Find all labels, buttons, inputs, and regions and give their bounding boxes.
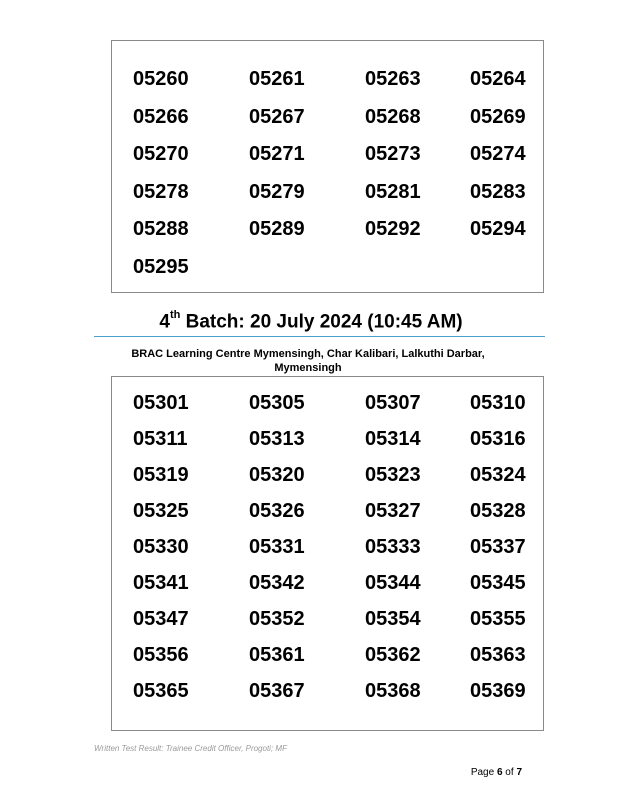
roll-number-cell: 05283: [470, 180, 526, 203]
footer-document-title: Written Test Result: Trainee Credit Officer, Progoti; MF: [94, 744, 287, 753]
roll-number-cell: 05305: [249, 392, 305, 414]
batch-title: Batch: 20 July 2024 (10:45 AM): [180, 311, 463, 333]
page-current: 6: [496, 767, 503, 778]
table-row: [112, 106, 543, 130]
table-row: [112, 68, 543, 92]
table-row: [112, 680, 543, 704]
roll-number-cell: 05320: [249, 464, 305, 486]
roll-number-cell: 05367: [249, 680, 305, 702]
roll-number-cell: 05323: [365, 464, 421, 486]
page-total: 7: [516, 767, 522, 778]
roll-number-cell: 05341: [133, 572, 189, 594]
roll-number-cell: 05301: [133, 392, 189, 414]
roll-number-cell: 05294: [470, 218, 526, 240]
roll-number-cell: 05333: [365, 536, 421, 558]
roll-number-cell: 05344: [365, 572, 421, 594]
roll-number-cell: 05278: [133, 180, 189, 203]
table-row: [112, 428, 543, 452]
roll-number-cell: 05363: [470, 644, 526, 666]
table-row: [112, 218, 543, 242]
roll-number-cell: 05354: [365, 608, 421, 630]
roll-number-cell: 05316: [470, 428, 526, 450]
roll-number-cell: 05368: [365, 680, 421, 702]
roll-number-cell: 05288: [133, 218, 189, 240]
roll-number-cell: 05347: [133, 608, 189, 630]
roll-number-table-bottom: [111, 376, 544, 731]
roll-number-cell: 05330: [133, 536, 189, 558]
roll-number-cell: 05295: [133, 255, 189, 278]
roll-number-cell: 05274: [470, 143, 526, 165]
venue-line-2: Mymensingh: [274, 362, 342, 374]
page-prefix: Page: [470, 767, 497, 778]
roll-number-cell: 05325: [133, 500, 189, 522]
roll-number-cell: 05263: [365, 68, 421, 90]
page-separator: of: [502, 767, 517, 778]
roll-number-cell: 05342: [249, 572, 305, 594]
roll-number-cell: 05345: [470, 572, 526, 594]
roll-number-cell: 05328: [470, 500, 526, 522]
table-row: [112, 464, 543, 488]
roll-number-cell: 05356: [133, 644, 189, 666]
roll-number-cell: 05311: [133, 428, 188, 450]
roll-number-cell: 05361: [249, 644, 305, 666]
batch-heading: [0, 311, 618, 333]
roll-number-cell: 05362: [365, 644, 421, 666]
roll-number-cell: 05307: [365, 392, 421, 414]
heading-underline: [94, 336, 545, 337]
roll-number-cell: 05273: [365, 143, 421, 165]
roll-number-cell: 05319: [133, 464, 189, 486]
venue-line-1: BRAC Learning Centre Mymensingh, Char Kalibari, Lalkuthi Darbar,: [131, 348, 485, 360]
roll-number-cell: 05261: [249, 68, 305, 90]
table-row: [112, 143, 543, 167]
table-row: [112, 392, 543, 416]
table-row: [112, 536, 543, 560]
roll-number-cell: 05292: [365, 218, 421, 240]
roll-number-cell: 05271: [249, 143, 305, 165]
page-number: [471, 767, 522, 778]
roll-number-cell: 05269: [470, 105, 526, 128]
table-row: [112, 644, 543, 668]
roll-number-cell: 05331: [249, 536, 305, 558]
roll-number-cell: 05369: [470, 680, 526, 702]
roll-number-cell: 05270: [133, 143, 189, 165]
roll-number-cell: 05365: [133, 680, 189, 702]
roll-number-cell: 05266: [133, 105, 189, 128]
roll-number-cell: 05314: [365, 428, 421, 450]
roll-number-cell: 05352: [249, 608, 305, 630]
roll-number-cell: 05355: [470, 608, 526, 630]
roll-number-cell: 05324: [470, 464, 526, 486]
roll-number-cell: 05260: [133, 68, 189, 90]
roll-number-cell: 05264: [470, 68, 526, 90]
batch-number: 4: [159, 311, 170, 333]
roll-number-cell: 05313: [249, 428, 305, 450]
venue-address: [118, 347, 498, 375]
roll-number-cell: 05289: [249, 218, 305, 240]
batch-ordinal-suffix: th: [169, 309, 181, 321]
roll-number-cell: 05337: [470, 536, 526, 558]
table-row: [112, 500, 543, 524]
table-row: [112, 572, 543, 596]
roll-number-cell: 05267: [249, 105, 305, 128]
roll-number-cell: 05268: [365, 105, 421, 128]
roll-number-cell: 05326: [249, 500, 305, 522]
table-row: [112, 181, 543, 205]
roll-number-cell: 05327: [365, 500, 421, 522]
roll-number-cell: 05281: [365, 180, 421, 203]
table-row: [112, 256, 543, 280]
roll-number-cell: 05310: [470, 392, 526, 414]
table-row: [112, 608, 543, 632]
roll-number-cell: 05279: [249, 180, 305, 203]
roll-number-table-top: [111, 40, 544, 293]
